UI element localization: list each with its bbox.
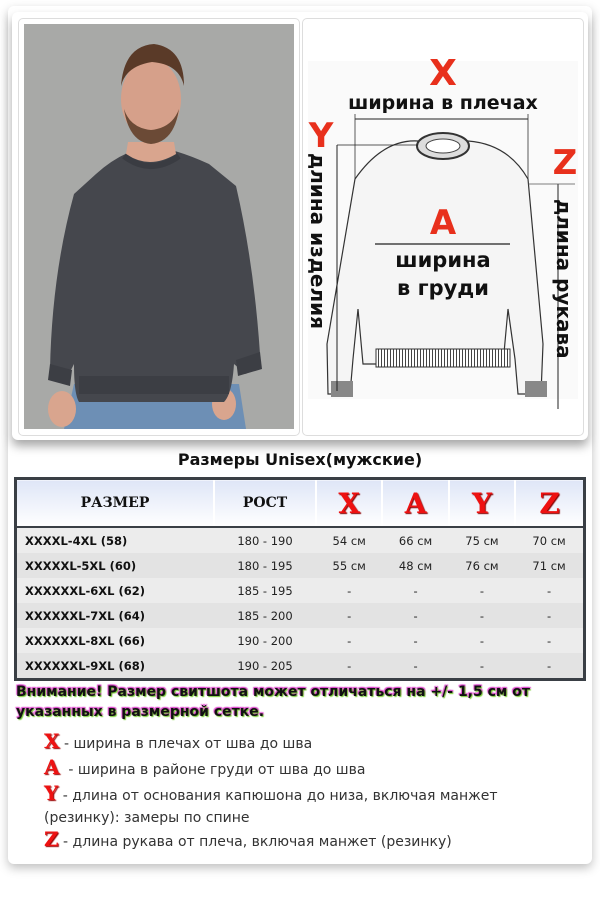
cell-x: -	[316, 603, 382, 628]
cell-size: XXXXXXL-8XL (66)	[25, 633, 146, 648]
measurement-diagram-frame	[302, 18, 584, 436]
measurement-legend	[44, 730, 584, 854]
cell-z: -	[546, 633, 552, 648]
legend-item-x	[44, 730, 584, 756]
svg-text:Y: Y	[308, 116, 334, 156]
cell-z: -	[546, 583, 552, 598]
cell-height: 185 - 200	[214, 603, 316, 628]
svg-text:длина рукава: длина рукава	[552, 199, 576, 359]
cell-size: XXXXXXL-9XL (68)	[16, 653, 215, 680]
legend-item-y	[44, 782, 584, 808]
table-row	[16, 578, 585, 603]
cell-y: 75 см	[465, 533, 499, 548]
cell-a: -	[413, 583, 418, 598]
cell-x: 54 см	[332, 533, 366, 548]
table-row	[16, 553, 585, 578]
cell-z: -	[515, 603, 584, 628]
cell-y: -	[449, 603, 515, 628]
cell-a: -	[382, 653, 448, 680]
a-letter-icon: A	[44, 755, 60, 779]
z-letter-icon: Z	[44, 827, 59, 851]
cell-a: 48 см	[382, 553, 448, 578]
cell-x: -	[316, 653, 382, 680]
cell-height: 190 - 200	[237, 633, 293, 648]
header-a: A	[382, 479, 448, 528]
cell-size: XXXXXXL-7XL (64)	[16, 603, 215, 628]
cell-x: -	[347, 633, 352, 648]
cell-size: XXXXL-4XL (58)	[25, 533, 128, 548]
cell-x: -	[347, 583, 352, 598]
x-letter-icon: X	[44, 729, 60, 753]
header-height: РОСТ	[214, 479, 316, 528]
cell-z: 70 см	[532, 533, 566, 548]
cell-y: 76 см	[449, 553, 515, 578]
cell-a: 66 см	[398, 533, 433, 548]
svg-text:ширина в плечах: ширина в плечах	[348, 92, 538, 114]
size-table	[14, 477, 586, 681]
table-row	[16, 653, 585, 680]
legend-text: - длина рукава от плеча, включая манжет (резинку)	[58, 834, 452, 850]
cell-a: -	[413, 633, 418, 648]
legend-item-y-cont	[44, 808, 584, 828]
x-letter: X	[429, 53, 457, 94]
cell-height: 190 - 205	[214, 653, 316, 680]
cell-z: 71 см	[515, 553, 584, 578]
cell-height: 180 - 190	[237, 533, 293, 548]
cell-height: 180 - 195	[214, 553, 316, 578]
cell-z: -	[515, 653, 584, 680]
table-row	[16, 527, 585, 553]
size-warning: Внимание! Размер свитшота может отличаться на +/- 1,5 см от указанных в размерной сетке.	[16, 684, 530, 720]
cell-height: 185 - 195	[237, 583, 293, 598]
cell-y: -	[479, 633, 485, 648]
header-y: Y	[449, 479, 515, 528]
table-header-row	[16, 479, 585, 528]
legend-text: (резинку): замеры по спине	[44, 810, 250, 826]
cell-x: 55 см	[316, 553, 382, 578]
cell-size: XXXXXXL-6XL (62)	[25, 583, 146, 598]
legend-text: - длина от основания капюшона до низа, включая манжет	[58, 788, 498, 804]
cell-size: XXXXXL-5XL (60)	[16, 553, 215, 578]
cell-y: -	[449, 653, 515, 680]
legend-text: - ширина в районе груди от шва до шва	[59, 762, 366, 778]
legend-item-a	[44, 756, 584, 782]
cell-a: -	[382, 603, 448, 628]
model-illustration	[24, 24, 294, 429]
legend-text: - ширина в плечах от шва до шва	[59, 736, 313, 752]
legend-item-z	[44, 828, 584, 854]
header-z: Z	[515, 479, 584, 528]
svg-text:Z: Z	[552, 143, 578, 183]
svg-text:длина изделия: длина изделия	[306, 153, 330, 329]
y-letter-icon: Y	[44, 781, 59, 805]
cell-y: -	[479, 583, 485, 598]
header-x: X	[316, 479, 382, 528]
model-photo	[24, 24, 294, 429]
table-row	[16, 628, 585, 653]
size-table-title: Размеры Unisex(мужские)	[177, 450, 423, 469]
sweater-measurement-diagram	[303, 19, 583, 435]
svg-text:ширина: ширина	[395, 248, 491, 272]
svg-text:в груди: в груди	[397, 276, 489, 300]
svg-text:A: A	[429, 203, 457, 243]
table-row	[16, 603, 585, 628]
header-size: РАЗМЕР	[16, 479, 215, 528]
